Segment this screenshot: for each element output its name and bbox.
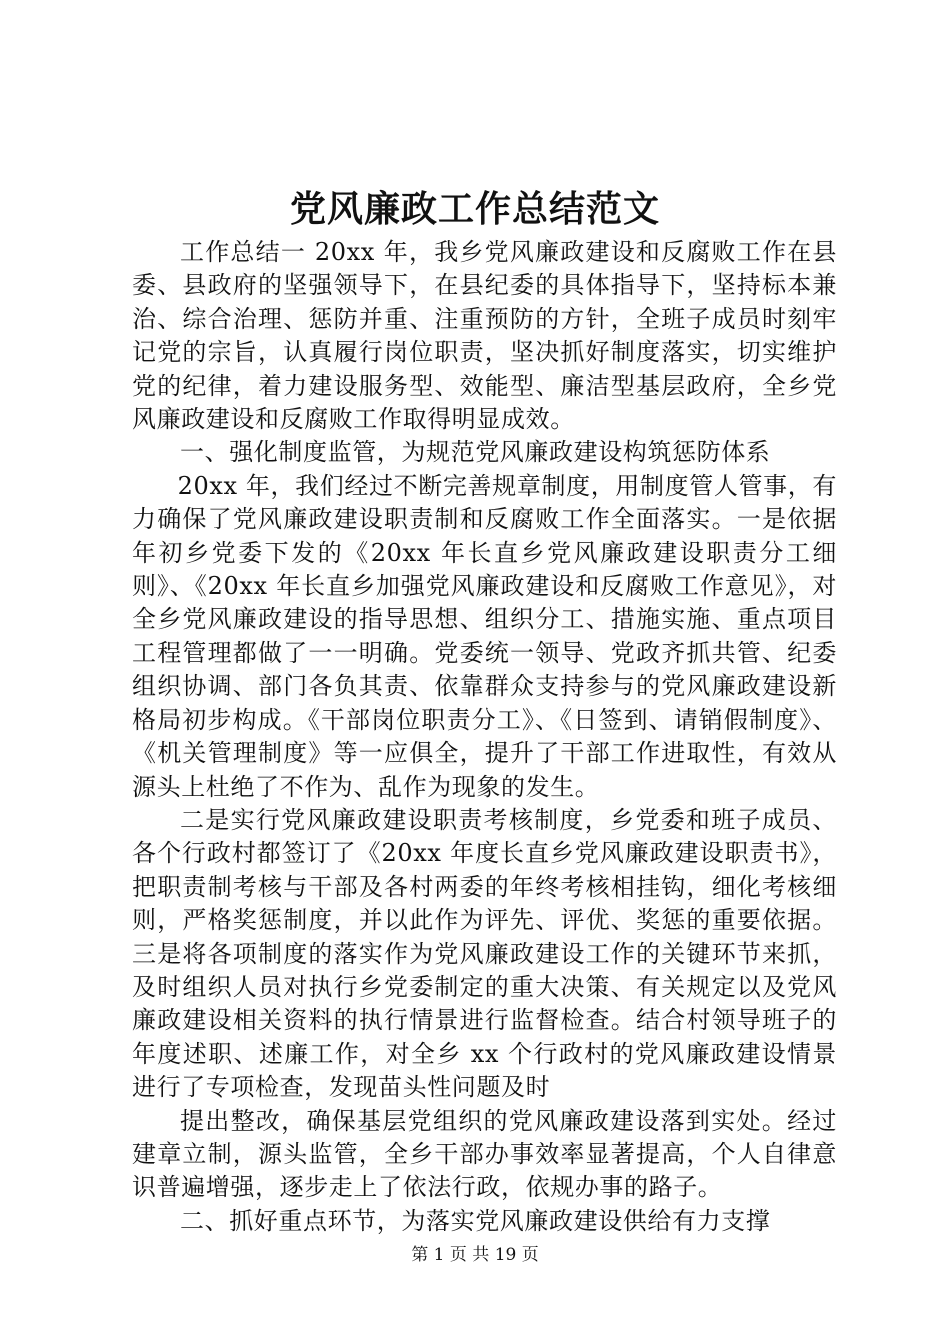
paragraph-assessment: 二是实行党风廉政建设职责考核制度，乡党委和班子成员、各个行政村都签订了《20xx 年度长直乡党风廉政建设职责书》，把职责制考核与干部及各村两委的年终考核相挂钩，细化考核细则，严格奖惩制度，并以此作为评先、评优、奖惩的重要依据。三是将各项制度的落实作为党风廉政建设工作的关键环节来抓，及时组织人员对执行乡党委制定的重大决策、有关规定以及党风廉政建设相关资料的执行情景进行监督检查。结合村领导班子的年度述职、述廉工作，对全乡 xx 个行政村的党风廉政建设情景进行了专项检查，发现苗头性问题及时	[132, 805, 837, 1102]
paragraph-intro: 工作总结一 20xx 年，我乡党风廉政建设和反腐败工作在县委、县政府的坚强领导下，在县纪委的具体指导下，坚持标本兼治、综合治理、惩防并重、注重预防的方针，全班子成员时刻牢记党的宗旨，认真履行岗位职责，坚决抓好制度落实，切实维护党的纪律，着力建设服务型、效能型、廉洁型基层政府，全乡党风廉政建设和反腐败工作取得明显成效。	[132, 238, 837, 434]
section-heading-1: 一、强化制度监管，为规范党风廉政建设构筑惩防体系	[180, 438, 771, 467]
document-body	[132, 236, 837, 1238]
page-number-footer: 第 1 页 共 19 页	[411, 1245, 539, 1265]
section-heading-2: 二、抓好重点环节，为落实党风廉政建设供给有力支撑	[180, 1206, 771, 1235]
document-title: 党风廉政工作总结范文	[289, 188, 660, 230]
paragraph-system-building: 20xx 年，我们经过不断完善规章制度，用制度管人管事，有力确保了党风廉政建设职责制和反腐败工作全面落实。一是依据年初乡党委下发的《20xx 年长直乡党风廉政建设职责分工细则》、《20xx 年长直乡加强党风廉政建设和反腐败工作意见》，对全乡党风廉政建设的指导思想、组织分工、措施实施、重点项目工程管理都做了一一明确。党委统一领导、党政齐抓共管、纪委组织协调、部门各负其责、依靠群众支持参与的党风廉政建设新格局初步构成。《干部岗位职责分工》、《日签到、请销假制度》、《机关管理制度》等一应俱全，提升了干部工作进取性，有效从源头上杜绝了不作为、乱作为现象的发生。	[132, 471, 837, 801]
paragraph-rectification: 提出整改，确保基层党组织的党风廉政建设落到实处。经过建章立制，源头监管，全乡干部办事效率显著提高，个人自律意识普遍增强，逐步走上了依法行政，依规办事的路子。	[132, 1106, 837, 1202]
